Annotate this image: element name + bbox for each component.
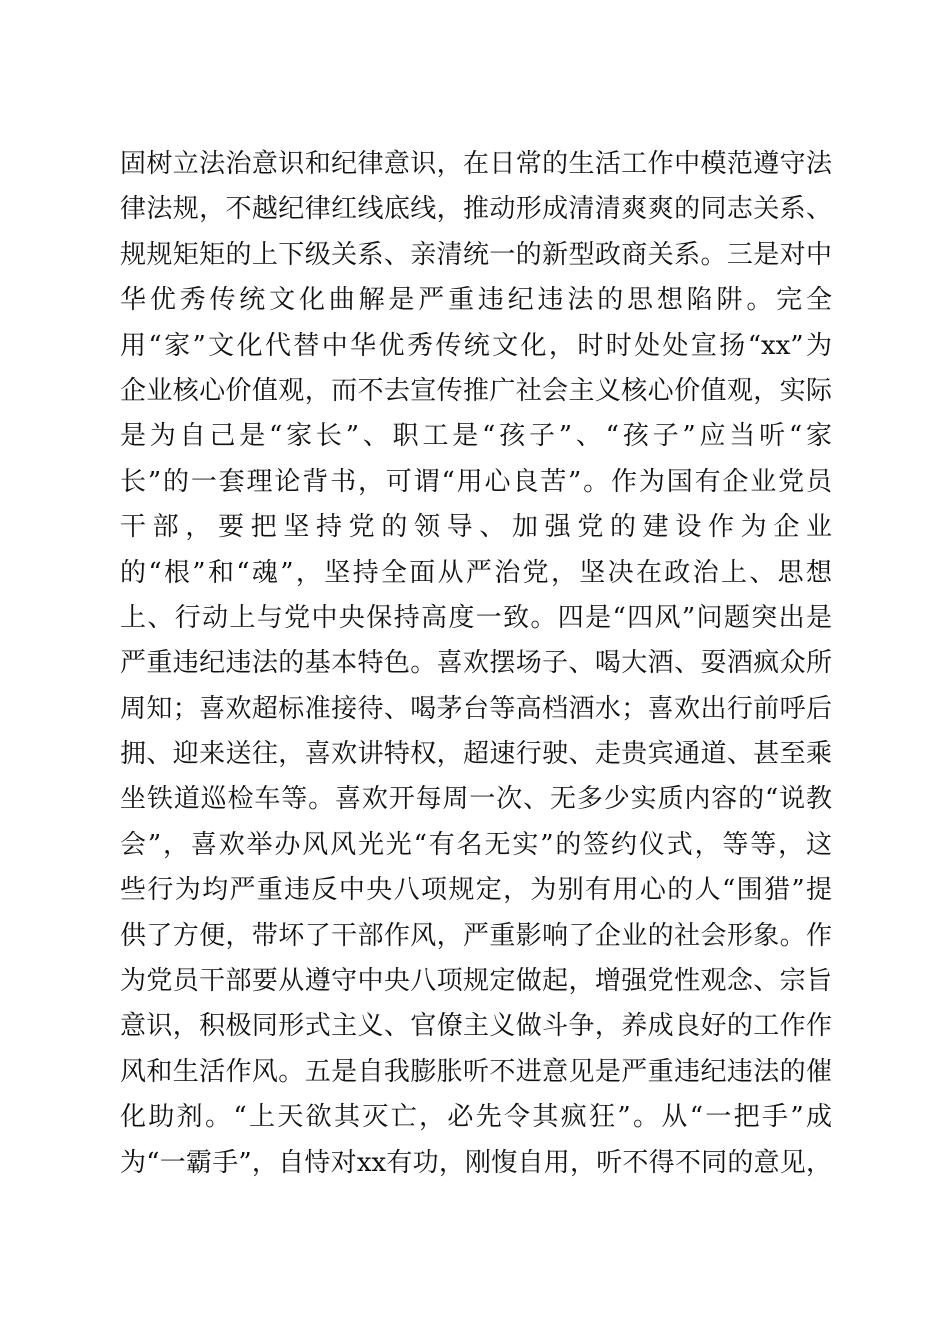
text-line: 周知；喜欢超标准接待、喝茅台等高档酒水；喜欢出行前呼后 <box>120 693 832 724</box>
text-line: 拥、迎来送往，喜欢讲特权，超速行驶、走贵宾通道、甚至乘 <box>120 739 832 770</box>
text-line: 意识，积极同形式主义、官僚主义做斗争，养成良好的工作作 <box>120 1011 832 1042</box>
text-line: 企业核心价值观，而不去宣传推广社会主义核心价值观，实际 <box>120 375 832 406</box>
text-line: 规规矩矩的上下级关系、亲清统一的新型政商关系。三是对中 <box>120 239 832 270</box>
text-line: 严重违纪违法的基本特色。喜欢摆场子、喝大酒、耍酒疯众所 <box>120 648 832 679</box>
body-text <box>120 142 832 1186</box>
text-line: 华优秀传统文化曲解是严重违纪违法的思想陷阱。完全 <box>120 285 832 316</box>
text-line: 固树立法治意识和纪律意识，在日常的生活工作中模范遵守法 <box>120 149 832 179</box>
text-line: 为“一霸手”，自恃对xx有功，刚愎自用，听不得不同的意见， <box>120 1147 832 1178</box>
text-line: 上、行动上与党中央保持高度一致。四是“四风”问题突出是 <box>120 602 832 633</box>
text-line: 坐铁道巡检车等。喜欢开每周一次、无多少实质内容的“说教 <box>120 784 832 815</box>
text-line: 长”的一套理论背书，可谓“用心良苦”。作为国有企业党员 <box>120 466 832 497</box>
text-line: 干部，要把坚持党的领导、加强党的建设作为企业 <box>120 512 832 543</box>
text-line: 些行为均严重违反中央八项规定，为别有用心的人“围猎”提 <box>120 875 832 906</box>
text-line: 律法规，不越纪律红线底线，推动形成清清爽爽的同志关系、 <box>120 194 832 225</box>
text-line: 的“根”和“魂”，坚持全面从严治党，坚决在政治上、思想 <box>120 557 832 588</box>
text-line: 为党员干部要从遵守中央八项规定做起，增强党性观念、宗旨 <box>120 966 832 997</box>
text-line: 用“家”文化代替中华优秀传统文化，时时处处宣扬“xx”为 <box>120 330 832 361</box>
text-line: 供了方便，带坏了干部作风，严重影响了企业的社会形象。作 <box>120 920 832 951</box>
text-line: 是为自己是“家长”、职工是“孩子”、“孩子”应当听“家 <box>120 421 832 452</box>
text-line: 风和生活作风。五是自我膨胀听不进意见是严重违纪违法的催 <box>120 1056 832 1087</box>
text-line: 会”，喜欢举办风风光光“有名无实”的签约仪式，等等，这 <box>120 829 832 860</box>
text-line: 化助剂。“上天欲其灭亡，必先令其疯狂”。从“一把手”成 <box>120 1102 832 1133</box>
